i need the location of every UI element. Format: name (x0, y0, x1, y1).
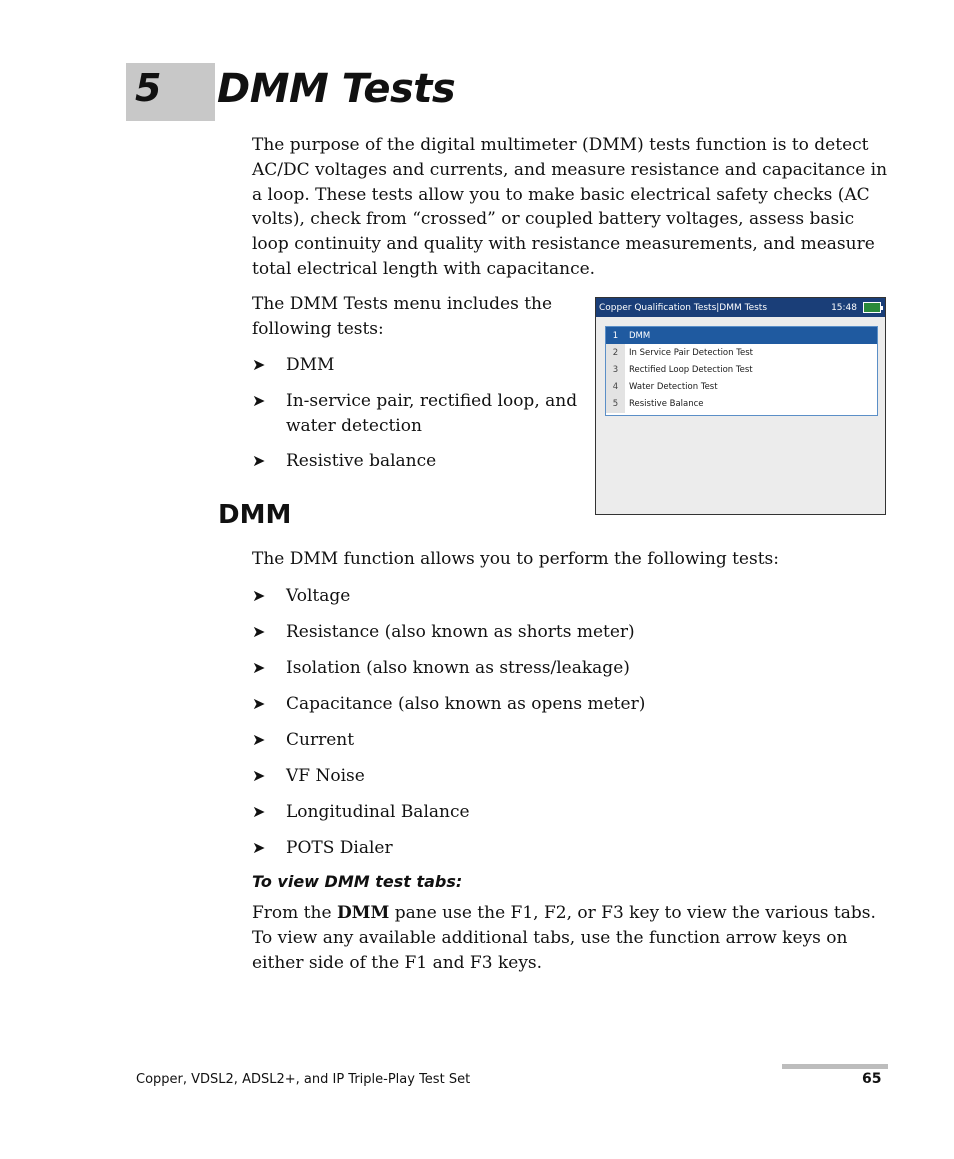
menu-item-in-service-pair[interactable]: 2 In Service Pair Detection Test (606, 344, 877, 361)
list-item: ➤ Resistance (also known as shorts meter) (252, 620, 752, 645)
list-item: ➤ Capacitance (also known as opens meter) (252, 692, 752, 717)
list-item: ➤ Voltage (252, 584, 752, 609)
arrow-bullet-icon: ➤ (252, 355, 266, 374)
section-heading: DMM (218, 500, 292, 530)
clock: 15:48 (831, 302, 857, 313)
procedure-heading: To view DMM test tabs: (252, 872, 463, 891)
chapter-number: 5 (135, 66, 162, 110)
dmm-tests-screenshot (595, 297, 886, 515)
arrow-bullet-icon: ➤ (252, 729, 266, 749)
list-item: ➤ Current (252, 728, 752, 753)
arrow-bullet-icon: ➤ (252, 657, 266, 677)
menu-intro-paragraph: The DMM Tests menu includes the following tests: (252, 294, 553, 339)
menu-item-rectified-loop[interactable]: 3 Rectified Loop Detection Test (606, 361, 877, 378)
menu-item-dmm[interactable]: 1 DMM (606, 327, 877, 344)
arrow-bullet-icon: ➤ (252, 801, 266, 821)
chapter-title: DMM Tests (217, 66, 456, 112)
list-item: ➤ Longitudinal Balance (252, 800, 752, 825)
arrow-bullet-icon: ➤ (252, 765, 266, 785)
section-intro-paragraph: The DMM function allows you to perform the following tests: (252, 549, 779, 569)
pane-name: DMM (336, 903, 390, 923)
page-number: 65 (862, 1071, 882, 1087)
screenshot-title: Copper Qualification Tests|DMM Tests (599, 302, 768, 313)
arrow-bullet-icon: ➤ (252, 586, 266, 605)
arrow-bullet-icon: ➤ (252, 451, 266, 471)
list-item: ➤ In-service pair, rectified loop, and water detection (252, 390, 578, 436)
intro-paragraph: The purpose of the digital multimeter (DMM) tests function is to detect AC/DC voltages and currents, and measure resistance and capacitance in a loop. These tests allow you to make basic electrical safety checks (AC volts), check from “crossed” or coupled battery voltages, assess basic loop continuity and quality with resistance measurements, and measure total electrical length with capacitance. (252, 135, 888, 279)
arrow-bullet-icon: ➤ (252, 693, 266, 713)
arrow-bullet-icon: ➤ (252, 837, 266, 857)
list-item: ➤ POTS Dialer (252, 836, 752, 861)
list-item: ➤ VF Noise (252, 764, 752, 789)
footer-rule (782, 1064, 888, 1069)
menu-bullet-list (252, 353, 582, 485)
menu-item-resistive-balance[interactable]: 5 Resistive Balance (606, 396, 877, 413)
footer-product-name: Copper, VDSL2, ADSL2+, and IP Triple-Play Test Set (136, 1072, 471, 1087)
menu-item-water-detection[interactable]: 4 Water Detection Test (606, 379, 877, 396)
screenshot-titlebar (596, 298, 885, 317)
battery-icon (863, 302, 881, 313)
list-item: ➤ Isolation (also known as stress/leakage) (252, 656, 752, 681)
arrow-bullet-icon: ➤ (252, 621, 266, 641)
list-item: ➤ DMM (252, 353, 582, 378)
dmm-bullet-list (252, 584, 752, 872)
arrow-bullet-icon: ➤ (252, 390, 266, 410)
procedure-paragraph: From the DMM pane use the F1, F2, or F3 key to view the various tabs. To view any available additional tabs, use the function arrow keys on either side of the F1 and F3 keys. (252, 903, 876, 973)
list-item: ➤ Resistive balance (252, 449, 582, 474)
test-menu-list (605, 326, 878, 416)
